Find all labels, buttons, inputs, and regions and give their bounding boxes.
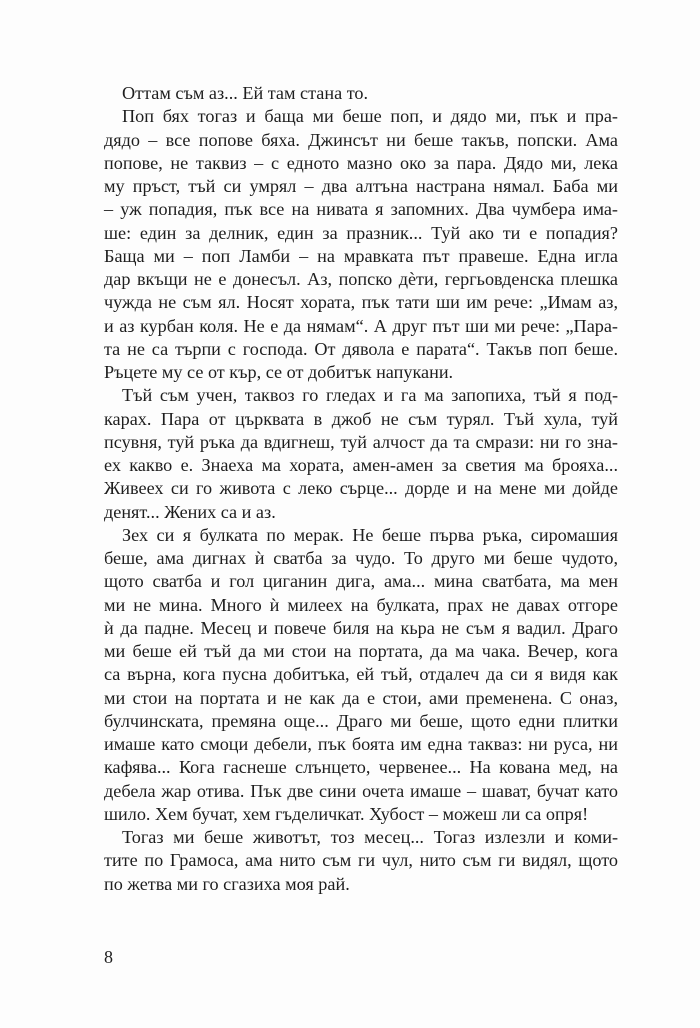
text-line: Баща ми – поп Ламби – на мравката път правеше. Една игла	[104, 245, 618, 266]
text-line: тите по Грамоса, ама нито съм ги чул, нито съм ги видял, щото	[104, 850, 618, 871]
text-line: карах. Пара от църквата в джоб не съм турял. Тъй хула, туй	[104, 408, 618, 429]
text-line: и аз курбан коля. Не е да нямам“. А друг път ши ми рече: „Пара-	[104, 315, 618, 336]
text-line: ше: един за делник, един за празник... Туй ако ти е попадия?	[104, 222, 618, 243]
text-line: щото сватба и гол циганин дига, ама... мина сватбата, ма мен	[104, 571, 618, 592]
text-line: ми не мина. Много ѝ милеех на булката, прах не давах отгоре	[104, 594, 618, 615]
text-line: беше, ама дигнах ѝ сватба за чудо. То друго ми беше чудото,	[104, 548, 618, 568]
text-line: булчинската, премяна още... Драго ми беше, щото едни плитки	[104, 710, 618, 731]
text-line: Оттам съм аз... Ей там стана то.	[122, 83, 369, 103]
paragraph	[104, 105, 618, 384]
text-line: ѝ да падне. Месец и повече биля на кьра не съм я вадил. Драго	[104, 617, 618, 638]
paragraph	[104, 82, 618, 105]
text-line: ми стои на портата и не как да е стои, ами пременена. С оназ,	[104, 687, 618, 708]
text-line: ех какво е. Знаеха ма хората, амен-амен за светия ма брояха...	[104, 455, 618, 475]
text-line: Живеех си го живота с леко сърце... дорде и на мене ми дойде	[104, 478, 618, 499]
text-line: дебела жар отива. Пък две сини очета имаше – шават, бучат като	[104, 780, 618, 801]
text-line: дар вкъщи не е донесъл. Аз, попско дѐти, гергьовденска плешка	[104, 269, 618, 289]
text-line: по жетва ми го сгазиха моя рай.	[104, 873, 350, 894]
text-line: Тъй съм учен, таквоз го гледах и га ма запопиха, тъй я под-	[122, 385, 618, 406]
text-line: ми беше ей тъй да ми стои на портата, да ма чака. Вечер, кога	[104, 641, 618, 661]
page-number: 8	[104, 947, 113, 967]
text-line: кафява... Кога гаснеше слънцето, червенее... На кована мед, на	[104, 757, 618, 778]
text-line: – уж попадия, пък все на нивата я запомних. Два чумбера има-	[104, 199, 618, 220]
text-line: Ръцете му се от кър, се от добитък напукани.	[104, 362, 454, 382]
paragraph	[104, 524, 618, 826]
text-line: псувня, туй ръка да вдигнеш, туй алчост да та смрази: ни го зна-	[104, 431, 618, 452]
paragraph	[104, 826, 618, 896]
text-line: са върна, кога пусна добитъка, ей тъй, отдалеч да си я видя как	[104, 664, 618, 685]
body-text	[104, 82, 618, 896]
text-line: шило. Хем бучат, хем гъделичкат. Хубост – можеш ли са опря!	[104, 803, 589, 824]
text-line: дядо – все попове бяха. Джинсът ни беше такъв, попски. Ама	[104, 129, 618, 150]
text-line: Тогаз ми беше животът, тоз месец... Тогаз излезли и коми-	[122, 827, 618, 847]
text-line: денят... Жених са и аз.	[104, 501, 276, 522]
paragraph	[104, 384, 618, 524]
text-line: чужда не съм ял. Носят хората, пък тати ши им рече: „Имам аз,	[104, 292, 618, 313]
text-line: му пръст, тъй си умрял – два алтъна настрана нямал. Баба ми	[104, 176, 618, 196]
text-line: имаше като смоци дебели, пък боята им една таквaз: ни руса, ни	[104, 734, 618, 754]
text-line: Поп бях тогаз и баща ми беше поп, и дядо ми, пък и пра-	[122, 106, 618, 127]
text-line: попове, не таквиз – с едното мазно око за пара. Дядо ми, лека	[104, 152, 618, 173]
text-line: та не са търпи с господа. От дявола е парата“. Такъв поп беше.	[104, 338, 618, 359]
text-line: Зех си я булката по мерак. Не беше първа ръка, сиромашия	[122, 524, 618, 545]
